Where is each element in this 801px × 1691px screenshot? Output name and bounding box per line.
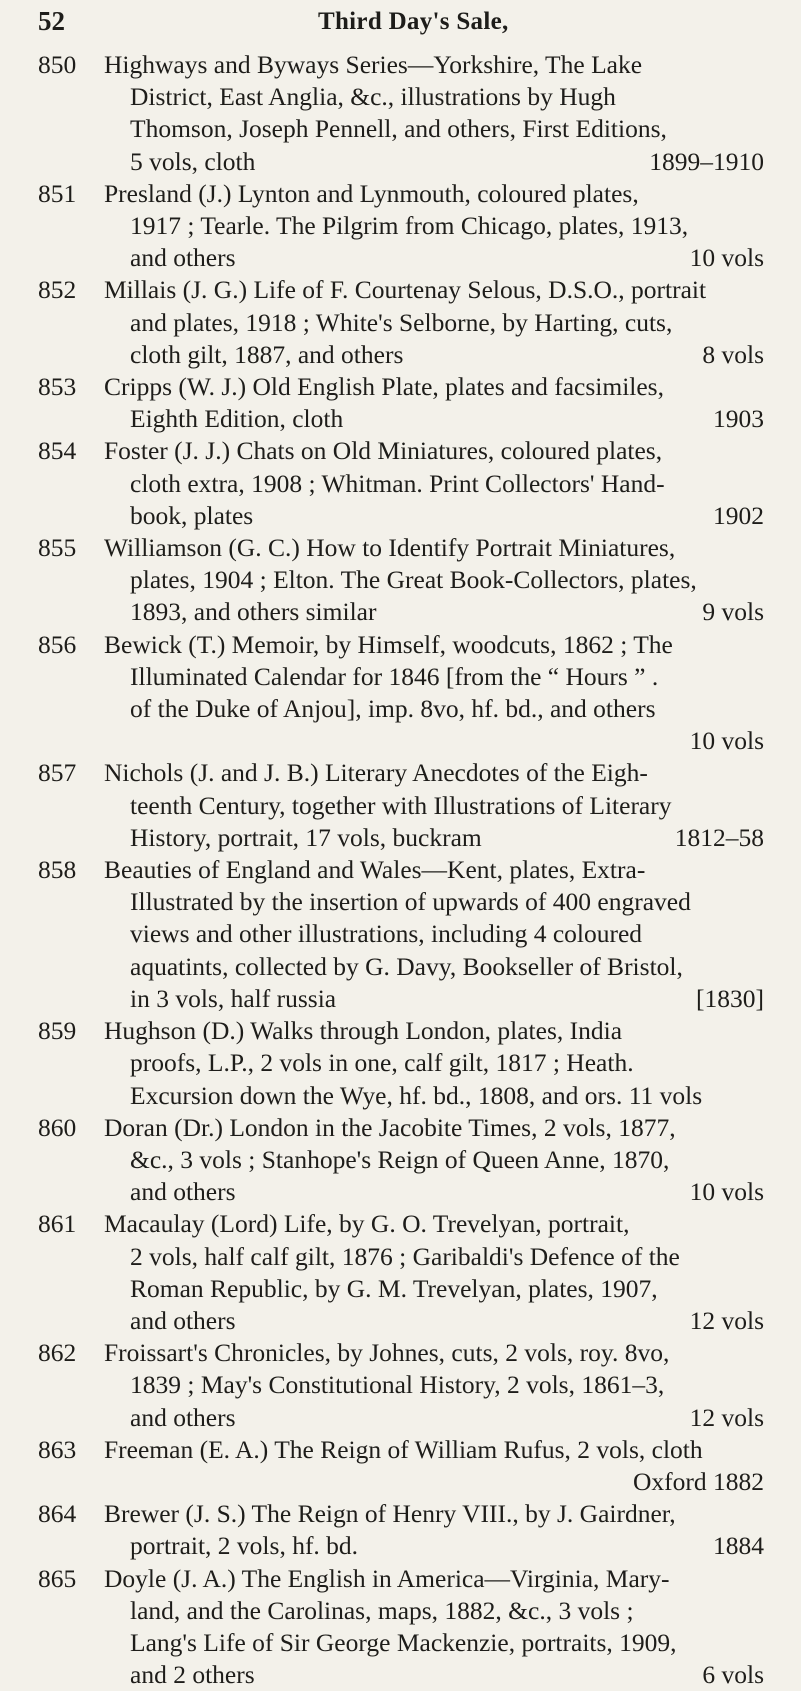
page-header bbox=[0, 6, 801, 46]
lot-date-or-volumes: 10 vols bbox=[689, 1177, 764, 1207]
lot-date-or-volumes: 1812–58 bbox=[674, 822, 764, 852]
lot-entry bbox=[0, 1337, 801, 1434]
description-final-line bbox=[104, 1659, 764, 1691]
lot-description bbox=[104, 178, 764, 275]
lot-number: 862 bbox=[38, 1338, 77, 1368]
description-line: Bewick (T.) Memoir, by Himself, woodcuts, 1862 ; The bbox=[104, 629, 673, 659]
final-line-text: and others bbox=[130, 1305, 236, 1335]
lot-date-or-volumes: 6 vols bbox=[702, 1660, 764, 1690]
description-final-line bbox=[104, 822, 764, 854]
lot-date-or-volumes: 1884 bbox=[713, 1531, 764, 1561]
lot-date-or-volumes: 12 vols bbox=[689, 1305, 764, 1335]
description-line: proofs, L.P., 2 vols in one, calf gilt, 1817 ; Heath. bbox=[130, 1048, 634, 1078]
description-final-line bbox=[104, 146, 764, 178]
lot-number: 852 bbox=[38, 275, 77, 305]
lot-entry bbox=[0, 1015, 801, 1112]
page-number: 52 bbox=[38, 6, 65, 36]
final-line-text: and others bbox=[130, 1402, 236, 1432]
description-line: views and other illustrations, including 4 coloured bbox=[130, 919, 643, 949]
running-title: Third Day's Sale, bbox=[318, 8, 509, 35]
description-line: Roman Republic, by G. M. Trevelyan, plates, 1907, bbox=[130, 1273, 658, 1303]
lot-number: 850 bbox=[38, 50, 77, 79]
lot-number: 861 bbox=[38, 1209, 77, 1239]
lot-description bbox=[104, 1337, 764, 1434]
description-line: of the Duke of Anjou], imp. 8vo, hf. bd., and others bbox=[130, 694, 656, 724]
lot-entry bbox=[0, 1498, 801, 1562]
final-line-text: portrait, 2 vols, hf. bd. bbox=[130, 1531, 359, 1561]
description-line: Cripps (W. J.) Old English Plate, plates and facsimiles, bbox=[104, 372, 664, 402]
description-line: Nichols (J. and J. B.) Literary Anecdotes of the Eigh- bbox=[104, 758, 648, 788]
lot-number: 856 bbox=[38, 629, 77, 659]
lot-number: 858 bbox=[38, 855, 77, 885]
description-final-line bbox=[104, 339, 764, 371]
lot-description bbox=[104, 1015, 764, 1112]
lot-number: 853 bbox=[38, 372, 77, 402]
description-final-line bbox=[104, 1176, 764, 1208]
lot-date-or-volumes: 12 vols bbox=[689, 1402, 764, 1432]
lot-date-or-volumes: 1899–1910 bbox=[649, 146, 764, 176]
description-final-line bbox=[104, 1466, 764, 1498]
lot-description bbox=[104, 1563, 764, 1691]
lot-entry bbox=[0, 629, 801, 758]
description-line: teenth Century, together with Illustrations of Literary bbox=[130, 790, 672, 820]
final-line-text: and others bbox=[130, 243, 236, 273]
lot-description bbox=[104, 757, 764, 854]
lot-description bbox=[104, 371, 764, 435]
lot-description bbox=[104, 274, 764, 371]
lot-description bbox=[104, 1208, 764, 1337]
lot-number: 860 bbox=[38, 1112, 77, 1142]
final-line-text: and 2 others bbox=[130, 1660, 255, 1690]
lot-entry bbox=[0, 1563, 801, 1691]
description-final-line bbox=[104, 1305, 764, 1337]
description-line: Froissart's Chronicles, by Johnes, cuts, 2 vols, roy. 8vo, bbox=[104, 1338, 670, 1368]
lot-number: 854 bbox=[38, 436, 77, 466]
lot-date-or-volumes: 1902 bbox=[713, 500, 764, 530]
lot-date-or-volumes: 1903 bbox=[713, 404, 764, 434]
lot-number: 864 bbox=[38, 1499, 77, 1529]
lot-date-or-volumes: Oxford 1882 bbox=[632, 1466, 764, 1496]
description-line: District, East Anglia, &c., illustrations by Hugh bbox=[130, 82, 616, 112]
final-line-text: and others bbox=[130, 1177, 236, 1207]
final-line-text: cloth gilt, 1887, and others bbox=[130, 339, 404, 369]
description-line: Williamson (G. C.) How to Identify Portrait Miniatures, bbox=[104, 533, 676, 563]
description-line: Foster (J. J.) Chats on Old Miniatures, coloured plates, bbox=[104, 436, 663, 466]
description-line: 1917 ; Tearle. The Pilgrim from Chicago, plates, 1913, bbox=[130, 211, 689, 241]
lot-number: 859 bbox=[38, 1016, 77, 1046]
description-line: Presland (J.) Lynton and Lynmouth, coloured plates, bbox=[104, 178, 639, 208]
lot-date-or-volumes: 9 vols bbox=[702, 597, 764, 627]
description-line: 2 vols, half calf gilt, 1876 ; Garibaldi's Defence of the bbox=[130, 1241, 680, 1271]
description-final-line bbox=[104, 403, 764, 435]
lot-description bbox=[104, 532, 764, 629]
description-line: Millais (J. G.) Life of F. Courtenay Selous, D.S.O., portrait bbox=[104, 275, 707, 305]
lot-entry bbox=[0, 1112, 801, 1209]
lot-entry bbox=[0, 178, 801, 275]
description-line: Lang's Life of Sir George Mackenzie, portraits, 1909, bbox=[130, 1627, 677, 1657]
description-line: and plates, 1918 ; White's Selborne, by Harting, cuts, bbox=[130, 307, 673, 337]
lot-date-or-volumes: 10 vols bbox=[689, 243, 764, 273]
lot-description bbox=[104, 1434, 764, 1498]
description-final-line bbox=[104, 983, 764, 1015]
description-line: Beauties of England and Wales—Kent, plates, Extra- bbox=[104, 855, 646, 885]
description-line: Doyle (J. A.) The English in America—Virginia, Mary- bbox=[104, 1563, 670, 1593]
lot-entry bbox=[0, 49, 801, 178]
description-line: &c., 3 vols ; Stanhope's Reign of Queen Anne, 1870, bbox=[130, 1144, 670, 1174]
description-line: land, and the Carolinas, maps, 1882, &c., 3 vols ; bbox=[130, 1595, 634, 1625]
description-line: Illustrated by the insertion of upwards of 400 engraved bbox=[130, 887, 691, 917]
lot-number: 863 bbox=[38, 1434, 77, 1464]
lot-description bbox=[104, 1498, 764, 1562]
description-line: Illuminated Calendar for 1846 [from the “ Hours ” . bbox=[130, 661, 659, 691]
lot-description bbox=[104, 854, 764, 1015]
lot-description bbox=[104, 629, 764, 758]
lot-entry bbox=[0, 371, 801, 435]
lot-entry bbox=[0, 854, 801, 1015]
final-line-text: 5 vols, cloth bbox=[130, 146, 256, 176]
lot-number: 855 bbox=[38, 533, 77, 563]
description-line: aquatints, collected by G. Davy, Bookseller of Bristol, bbox=[130, 951, 683, 981]
description-final-line bbox=[104, 725, 764, 757]
lot-number: 857 bbox=[38, 758, 77, 788]
description-line: Brewer (J. S.) The Reign of Henry VIII., by J. Gairdner, bbox=[104, 1499, 676, 1529]
final-line-text: book, plates bbox=[130, 500, 254, 530]
description-final-line bbox=[104, 1530, 764, 1562]
description-line: plates, 1904 ; Elton. The Great Book-Collectors, plates, bbox=[130, 565, 697, 595]
description-final-line bbox=[104, 242, 764, 274]
description-line: Macaulay (Lord) Life, by G. O. Trevelyan, portrait, bbox=[104, 1209, 630, 1239]
description-final-line bbox=[104, 596, 764, 628]
description-line: Excursion down the Wye, hf. bd., 1808, and ors. 11 vols bbox=[130, 1080, 703, 1110]
final-line-text: 1893, and others similar bbox=[130, 597, 377, 627]
lot-entry bbox=[0, 1208, 801, 1337]
lot-date-or-volumes: 10 vols bbox=[689, 726, 764, 756]
description-line: Doran (Dr.) London in the Jacobite Times, 2 vols, 1877, bbox=[104, 1112, 676, 1142]
final-line-text: Eighth Edition, cloth bbox=[130, 404, 344, 434]
final-line-text: in 3 vols, half russia bbox=[130, 983, 337, 1013]
lot-description bbox=[104, 49, 764, 178]
lot-description bbox=[104, 1112, 764, 1209]
description-final-line bbox=[104, 500, 764, 532]
description-line: 1839 ; May's Constitutional History, 2 vols, 1861–3, bbox=[130, 1370, 665, 1400]
description-line: Freeman (E. A.) The Reign of William Rufus, 2 vols, cloth bbox=[104, 1434, 703, 1464]
description-line: Hughson (D.) Walks through London, plates, India bbox=[104, 1016, 623, 1046]
lot-date-or-volumes: 8 vols bbox=[702, 339, 764, 369]
final-line-text: History, portrait, 17 vols, buckram bbox=[130, 822, 482, 852]
lot-entry bbox=[0, 1434, 801, 1498]
lot-date-or-volumes: [1830] bbox=[696, 983, 764, 1013]
description-line: Thomson, Joseph Pennell, and others, First Editions, bbox=[130, 114, 667, 144]
description-line: cloth extra, 1908 ; Whitman. Print Collectors' Hand- bbox=[130, 468, 665, 498]
lot-entry bbox=[0, 274, 801, 371]
lot-description bbox=[104, 435, 764, 532]
lot-number: 865 bbox=[38, 1563, 77, 1593]
lot-entry bbox=[0, 532, 801, 629]
lot-list bbox=[0, 49, 801, 1691]
lot-number: 851 bbox=[38, 178, 77, 208]
lot-entry bbox=[0, 757, 801, 854]
description-final-line bbox=[104, 1402, 764, 1434]
description-line: Highways and Byways Series—Yorkshire, The Lake bbox=[104, 50, 643, 79]
lot-entry bbox=[0, 435, 801, 532]
